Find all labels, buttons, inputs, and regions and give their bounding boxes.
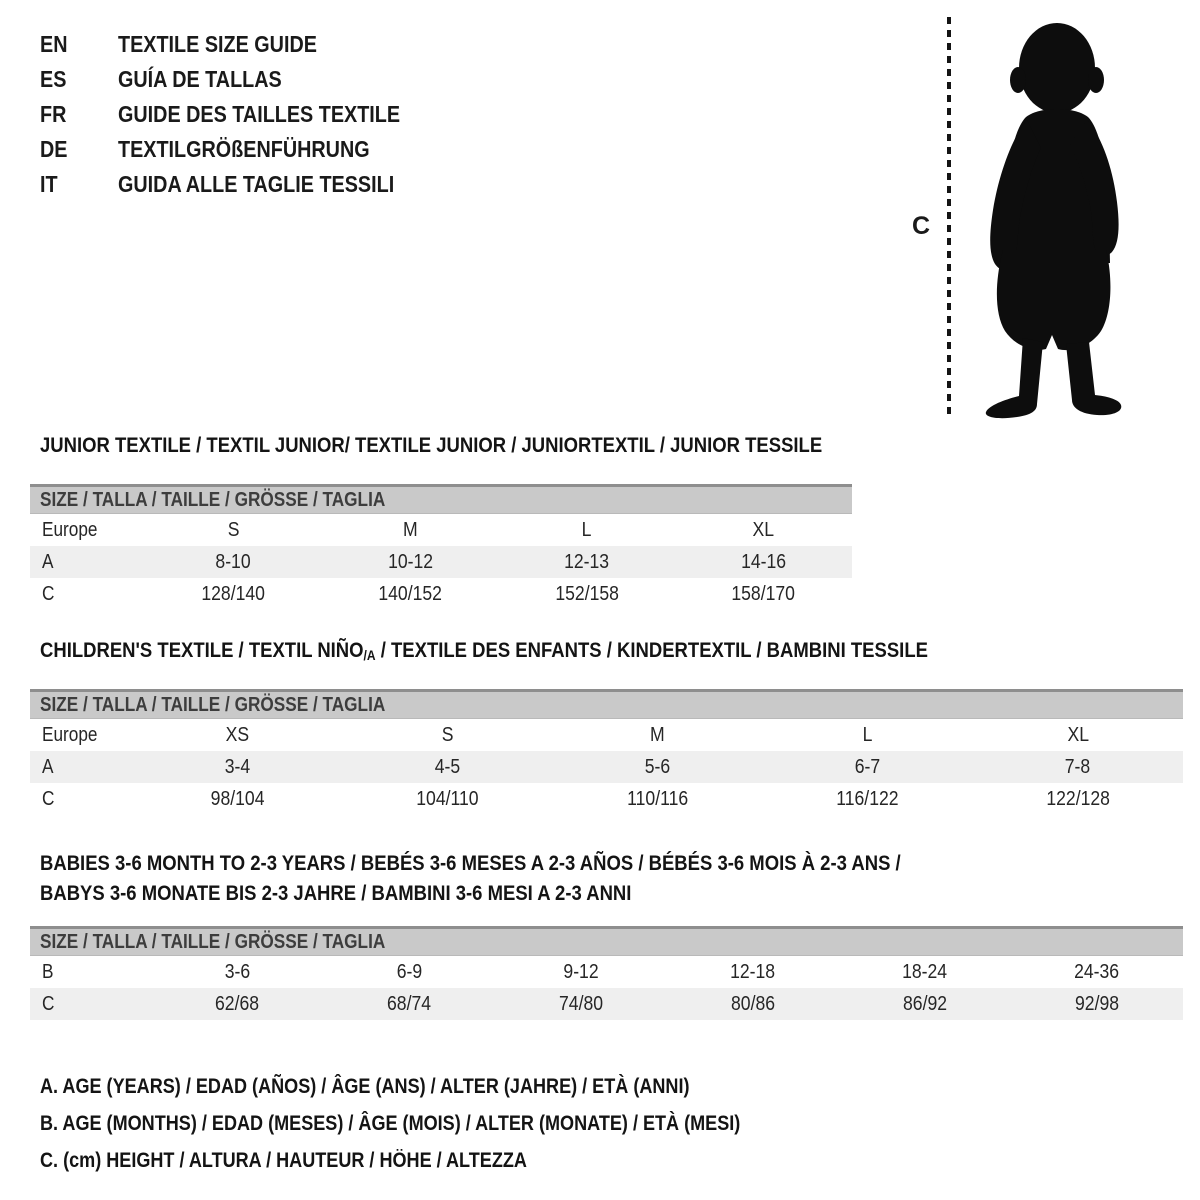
size-cell: S [227,518,240,541]
value-cell: 80/86 [730,992,776,1015]
value-cell: 12-13 [564,550,610,573]
value-cell: 6-7 [854,755,881,778]
junior-sizes-row [30,514,852,546]
row-label-cell: C [42,992,55,1015]
babies-size-header-bar: SIZE / TALLA / TAILLE / GRÖSSE / TAGLIA [30,926,1183,956]
value-cell: 104/110 [416,787,479,810]
babies-section-heading-line1: BABIES 3-6 MONTH TO 2-3 YEARS / BEBÉS 3-6 MESES A 2-3 AÑOS / BÉBÉS 3-6 MOIS À 2-3 ANS / [40,851,901,875]
value-cell: 3-6 [224,960,250,983]
size-cell: XS [225,723,249,746]
value-cell: 8-10 [215,550,251,573]
value-cell: 3-4 [224,755,250,778]
size-cell: L [581,518,592,541]
value-cell: 14-16 [741,550,787,573]
value-cell: 68/74 [386,992,432,1015]
children-sizes-row [30,719,1183,751]
babies-size-table [30,926,1183,1020]
language-code: DE [40,136,68,162]
value-cell: 158/170 [731,582,796,605]
value-cell: 5-6 [644,755,671,778]
language-row-de [40,132,446,167]
language-code: ES [40,66,67,92]
row-label-cell: A [42,550,54,573]
language-title-list [40,27,446,202]
junior-age-row [30,546,852,578]
height-measure-label: C [912,212,931,240]
junior-size-table [30,484,852,610]
size-cell: XL [752,518,775,541]
language-code: FR [40,101,67,127]
size-cell: L [862,723,873,746]
value-cell: 92/98 [1074,992,1120,1015]
value-cell: 12-18 [730,960,776,983]
guide-title-en: TEXTILE SIZE GUIDE [118,31,317,57]
value-cell: 10-12 [387,550,433,573]
value-cell: 116/122 [836,787,899,810]
value-cell: 122/128 [1046,787,1110,810]
guide-title-de: TEXTILGRÖßENFÜHRUNG [118,136,370,162]
value-cell: 110/116 [627,787,689,810]
size-cell: M [650,723,665,746]
row-label-cell: B [42,960,54,983]
children-size-header-bar: SIZE / TALLA / TAILLE / GRÖSSE / TAGLIA [30,689,1183,719]
row-label-cell: C [42,582,55,605]
language-row-it [40,167,446,202]
legend-line-c: C. (cm) HEIGHT / ALTURA / HAUTEUR / HÖHE / ALTEZZA [40,1148,527,1172]
language-row-en [40,27,446,62]
value-cell: 140/152 [378,582,442,605]
children-section-heading: CHILDREN'S TEXTILE / TEXTIL NIÑO/A / TEXTILE DES ENFANTS / KINDERTEXTIL / BAMBINI TESSILE [40,638,928,663]
babies-months-row [30,956,1183,988]
children-height-row [30,783,1183,815]
size-cell: S [441,723,454,746]
legend-line-a: A. AGE (YEARS) / EDAD (AÑOS) / ÂGE (ANS) / ALTER (JAHRE) / ETÀ (ANNI) [40,1074,690,1098]
value-cell: 24-36 [1074,960,1120,983]
junior-section-heading: JUNIOR TEXTILE / TEXTIL JUNIOR/ TEXTILE JUNIOR / JUNIORTEXTIL / JUNIOR TESSILE [40,433,823,457]
babies-section-heading-line2: BABYS 3-6 MONATE BIS 2-3 JAHRE / BAMBINI 3-6 MESI A 2-3 ANNI [40,881,632,905]
nino-gender-subscript: /A [363,647,376,663]
value-cell: 7-8 [1065,755,1091,778]
guide-title-it: GUIDA ALLE TAGLIE TESSILI [118,171,395,197]
value-cell: 6-9 [396,960,422,983]
babies-height-row [30,988,1183,1020]
guide-title-es: GUÍA DE TALLAS [118,66,282,92]
language-row-fr [40,97,446,132]
legend-line-b: B. AGE (MONTHS) / EDAD (MESES) / ÂGE (MOIS) / ALTER (MONATE) / ETÀ (MESI) [40,1111,741,1135]
height-measure-dashed-line [947,17,951,418]
value-cell: 9-12 [563,960,599,983]
language-row-es [40,62,446,97]
value-cell: 62/68 [214,992,260,1015]
children-size-table [30,689,1183,815]
value-cell: 74/80 [558,992,604,1015]
value-cell: 152/158 [555,582,619,605]
row-label-cell: A [42,755,54,778]
junior-height-row [30,578,852,610]
value-cell: 4-5 [434,755,461,778]
language-code: IT [40,171,58,197]
value-cell: 86/92 [902,992,948,1015]
junior-size-header-bar: SIZE / TALLA / TAILLE / GRÖSSE / TAGLIA [30,484,852,514]
row-label-cell: C [42,787,55,810]
region-label-cell: Europe [42,518,98,541]
value-cell: 98/104 [210,787,265,810]
value-cell: 18-24 [902,960,948,983]
value-cell: 128/140 [201,582,266,605]
guide-title-fr: GUIDE DES TAILLES TEXTILE [118,101,401,127]
toddler-silhouette-icon [973,18,1137,420]
measure-legend [40,1068,854,1179]
language-code: EN [40,31,68,57]
size-cell: M [402,518,418,541]
region-label-cell: Europe [42,723,98,746]
size-cell: XL [1067,723,1089,746]
children-age-row [30,751,1183,783]
